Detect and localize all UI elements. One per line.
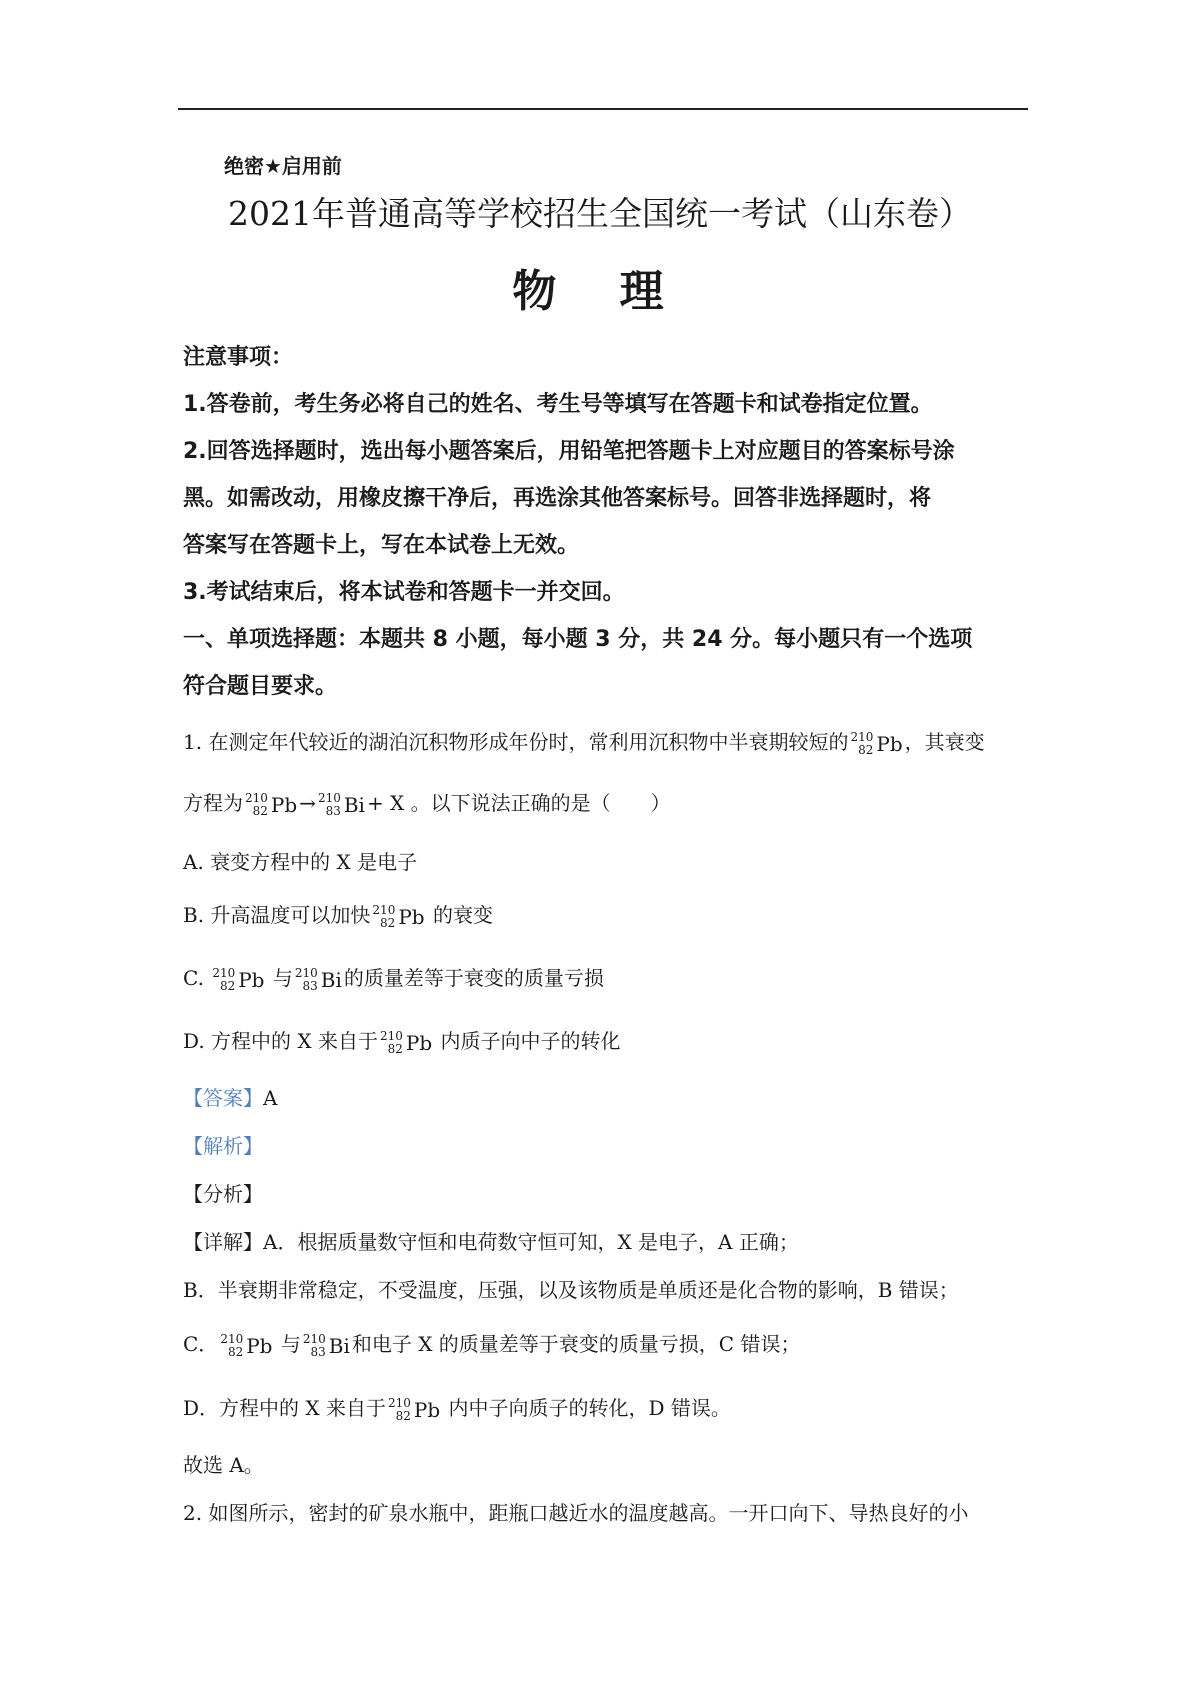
notice-item-2-line-1: 2.回答选择题时，选出每小题答案后，用铅笔把答题卡上对应题目的答案标号涂: [183, 439, 955, 464]
bi-symbol: Bi: [328, 1333, 350, 1358]
notice-item-2-line-2: 黑。如需改动，用橡皮擦干净后，再选涂其他答案标号。回答非选择题时，将: [183, 486, 932, 511]
notice-heading: 注意事项：: [183, 345, 294, 370]
nuclide-pb: [245, 792, 297, 818]
answer-label: 【答案】: [183, 1086, 263, 1110]
answer-value: A: [263, 1086, 278, 1110]
q1-option-b: [183, 899, 493, 930]
detail-c-suffix: 和电子 X 的质量差等于衰变的质量亏损，C 错误；: [351, 1332, 801, 1356]
nuclide-pb: [388, 1397, 440, 1423]
q1-stem-1-prefix: 1. 在测定年代较近的湖泊沉积物形成年份时，常利用沉积物中半衰期较短的: [183, 730, 849, 754]
notice-item-2-line-3: 答案写在答题卡上，写在本试卷上无效。: [183, 533, 580, 558]
pb-symbol: Pb: [405, 1030, 433, 1055]
q1-stem-line-2: [183, 787, 671, 818]
exam-title: 2021年普通高等学校招生全国统一考试（山东卷）: [228, 194, 972, 233]
q1-option-c: [183, 962, 604, 993]
bi-mass-number: 210: [317, 790, 341, 805]
detail-c-prefix: C．: [183, 1332, 219, 1356]
subject-title: 物 理: [512, 266, 688, 317]
nuclide-pb: [850, 731, 902, 757]
nuclide-bi: [303, 1333, 350, 1359]
pb-mass-number: 210: [380, 1028, 403, 1043]
header-rule: [178, 108, 1028, 110]
notice-item-3: 3.考试结束后，将本试卷和答题卡一并交回。: [183, 580, 625, 605]
pb-symbol: Pb: [398, 904, 425, 929]
pb-atomic-number: 82: [395, 1408, 411, 1423]
detail-d: [183, 1392, 731, 1423]
section-heading-line-2: 符合题目要求。: [183, 674, 338, 699]
q1-option-c-suffix: 的质量差等于衰变的质量亏损: [343, 966, 604, 990]
pb-mass-number: 210: [220, 1331, 244, 1346]
conclusion: 故选 A。: [183, 1453, 264, 1477]
pb-atomic-number: 82: [858, 742, 874, 757]
detail-c-mid: 与: [280, 1332, 301, 1356]
pb-symbol: Pb: [413, 1397, 441, 1422]
pb-symbol: Pb: [270, 792, 298, 817]
q1-option-b-suffix: 的衰变: [432, 903, 493, 927]
notice-item-1: 1.答卷前，考生务必将自己的姓名、考生号等填写在答题卡和试卷指定位置。: [183, 392, 933, 417]
bi-atomic-number: 83: [302, 978, 318, 993]
detail-d-prefix: D．方程中的 X 来自于: [183, 1396, 386, 1420]
bi-symbol: Bi: [343, 792, 365, 817]
q2-stem-line-1: 2. 如图所示，密封的矿泉水瓶中，距瓶口越近水的温度越高。一开口向下、导热良好的小: [183, 1501, 969, 1525]
pb-atomic-number: 82: [380, 915, 396, 930]
nuclide-pb: [212, 967, 264, 993]
pb-mass-number: 210: [245, 790, 268, 805]
bi-mass-number: 210: [302, 1331, 326, 1346]
pb-atomic-number: 82: [219, 978, 236, 993]
pb-atomic-number: 82: [387, 1041, 403, 1056]
nuclide-bi: [318, 792, 365, 818]
detail-b: B．半衰期非常稳定，不受温度，压强，以及该物质是单质还是化合物的影响，B 错误；: [183, 1278, 959, 1302]
nuclide-bi: [295, 967, 342, 993]
pb-mass-number: 210: [212, 965, 236, 980]
nuclide-pb: [380, 1030, 432, 1056]
nuclide-pb: [220, 1333, 272, 1359]
secret-label: 绝密★启用前: [224, 154, 342, 178]
q1-option-d-prefix: D. 方程中的 X 来自于: [183, 1029, 378, 1053]
pb-mass-number: 210: [850, 729, 874, 744]
pb-symbol: Pb: [238, 967, 265, 992]
pb-symbol: Pb: [876, 731, 903, 756]
bi-symbol: Bi: [320, 967, 342, 992]
q1-stem-2-prefix: 方程为: [183, 791, 243, 815]
q1-option-b-prefix: B. 升高温度可以加快: [183, 903, 371, 927]
q1-option-c-prefix: C.: [183, 966, 204, 990]
q1-option-d: [183, 1025, 621, 1056]
pb-atomic-number: 82: [227, 1344, 244, 1359]
bi-atomic-number: 83: [310, 1344, 326, 1359]
q1-answer: [183, 1082, 277, 1111]
q1-option-c-mid: 与: [272, 966, 293, 990]
pb-mass-number: 210: [372, 902, 396, 917]
q1-stem-1-suffix: ，其衰变: [904, 730, 985, 754]
bi-atomic-number: 83: [325, 803, 341, 818]
q1-stem-2-plus: + X: [366, 791, 405, 815]
detail-a: 【详解】A．根据质量数守恒和电荷数守恒可知，X 是电子，A 正确；: [183, 1230, 799, 1254]
pb-symbol: Pb: [246, 1333, 273, 1358]
q1-stem-2-suffix: 。以下说法正确的是（ ）: [410, 791, 671, 815]
q1-option-d-suffix: 内质子向中子的转化: [440, 1029, 621, 1053]
nuclide-pb: [372, 904, 424, 930]
q1-stem-line-1: [183, 726, 985, 757]
analysis-label: 【解析】: [183, 1134, 263, 1158]
detail-d-suffix: 内中子向质子的转化，D 错误。: [448, 1396, 731, 1420]
section-heading-line-1: 一、单项选择题：本题共 8 小题，每小题 3 分，共 24 分。每小题只有一个选项: [183, 627, 973, 652]
decay-arrow: →: [299, 791, 316, 815]
pb-mass-number: 210: [388, 1395, 411, 1410]
q1-option-a: A. 衰变方程中的 X 是电子: [183, 850, 418, 874]
detail-c: [183, 1328, 800, 1359]
pb-atomic-number: 82: [252, 803, 268, 818]
fenxi-label: 【分析】: [183, 1182, 263, 1206]
bi-mass-number: 210: [294, 965, 318, 980]
